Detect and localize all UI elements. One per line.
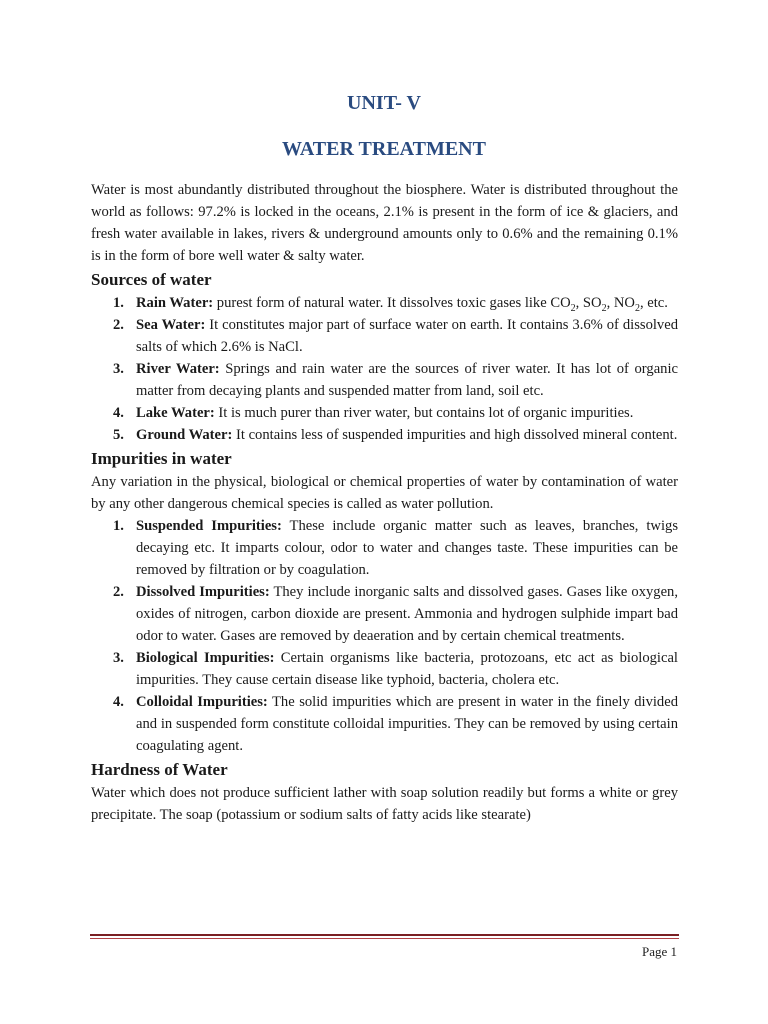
list-text: Certain organisms like bacteria, protozoans, etc act as biological impurities. They cause certain disease like typhoid, bacteria, cholera etc. <box>136 650 678 688</box>
list-term: River Water: <box>136 361 220 377</box>
list-item <box>91 515 678 581</box>
list-term: Biological Impurities: <box>136 650 275 666</box>
list-number: 5. <box>113 427 124 443</box>
list-item <box>91 358 678 402</box>
list-number: 3. <box>113 361 124 377</box>
list-number: 2. <box>113 584 124 600</box>
unit-title: UNIT- V <box>347 92 421 114</box>
main-title: WATER TREATMENT <box>282 138 486 160</box>
list-item <box>91 647 678 691</box>
list-item <box>91 314 678 358</box>
list-number: 2. <box>113 317 124 333</box>
list-number: 4. <box>113 694 124 710</box>
list-text: It constitutes major part of surface water on earth. It contains 3.6% of dissolved salts of which 2.6% is NaCl. <box>136 317 678 355</box>
hardness-paragraph: Water which does not produce sufficient lather with soap solution readily but forms a white or grey precipitate. The soap (potassium or sodium salts of fatty acids like stearate) <box>91 785 678 823</box>
page-number: Page 1 <box>641 944 677 959</box>
list-text: These include organic matter such as leaves, branches, twigs decaying etc. It imparts colour, odor to water and changes taste. These impurities can be removed by filtration or by coagulation. <box>136 518 678 578</box>
list-text: They include inorganic salts and dissolved gases. Gases like oxygen, oxides of nitrogen, carbon dioxide are present. Ammonia and hydrogen sulphide impart bad odor to water. Gases are removed by deaeration and by certain chemical treatments. <box>136 584 679 644</box>
list-text: Springs and rain water are the sources of river water. It has lot of organic matter from decaying plants and suspended matter from land, soil etc. <box>136 361 678 399</box>
list-text: , SO <box>575 295 602 311</box>
list-number: 3. <box>113 650 124 666</box>
subscript: 2 <box>634 302 640 314</box>
list-item <box>91 581 678 647</box>
intro-paragraph: Water is most abundantly distributed throughout the biosphere. Water is distributed throughout the world as follows: 97.2% is locked in the oceans, 2.1% is present in the form of ice & glaciers, and fresh water available in lakes, rivers & underground amounts only to 0.6% and the remaining 0.1% is in the form of bore well water & salty water. <box>91 182 678 264</box>
list-term: Dissolved Impurities: <box>136 584 270 600</box>
list-number: 4. <box>113 405 124 421</box>
list-number: 1. <box>113 518 124 534</box>
list-term: Sea Water: <box>136 317 206 333</box>
list-term: Ground Water: <box>136 427 233 443</box>
document-body <box>91 179 678 826</box>
section-heading-sources: Sources of water <box>91 270 212 289</box>
list-term: Suspended Impurities: <box>136 518 282 534</box>
list-text: , NO <box>606 295 635 311</box>
list-term: Lake Water: <box>136 405 215 421</box>
list-term: Rain Water: <box>136 295 214 311</box>
impurities-list <box>91 515 678 757</box>
list-item <box>91 691 678 757</box>
subscript: 2 <box>601 302 607 314</box>
list-term: Colloidal Impurities: <box>136 694 268 710</box>
footer-divider-inner <box>90 938 679 939</box>
list-text: It is much purer than river water, but contains lot of organic impurities. <box>214 405 634 421</box>
list-text: purest form of natural water. It dissolves toxic gases like CO <box>213 295 571 311</box>
impurities-intro: Any variation in the physical, biological or chemical properties of water by contamination of water by any other dangerous chemical species is called as water pollution. <box>91 474 678 512</box>
sources-list <box>91 292 678 446</box>
list-number: 1. <box>113 295 124 311</box>
section-heading-hardness: Hardness of Water <box>91 760 228 779</box>
list-text: The solid impurities which are present in water in the finely divided and in suspended form constitute colloidal impurities. They can be removed by using certain coagulating agent. <box>136 694 678 754</box>
list-item <box>91 424 678 446</box>
section-heading-impurities: Impurities in water <box>91 449 232 468</box>
list-text: It contains less of suspended impurities and high dissolved mineral content. <box>232 427 678 443</box>
list-item <box>91 402 678 424</box>
list-item <box>91 292 678 314</box>
list-text: , etc. <box>639 295 668 311</box>
subscript: 2 <box>570 302 576 314</box>
